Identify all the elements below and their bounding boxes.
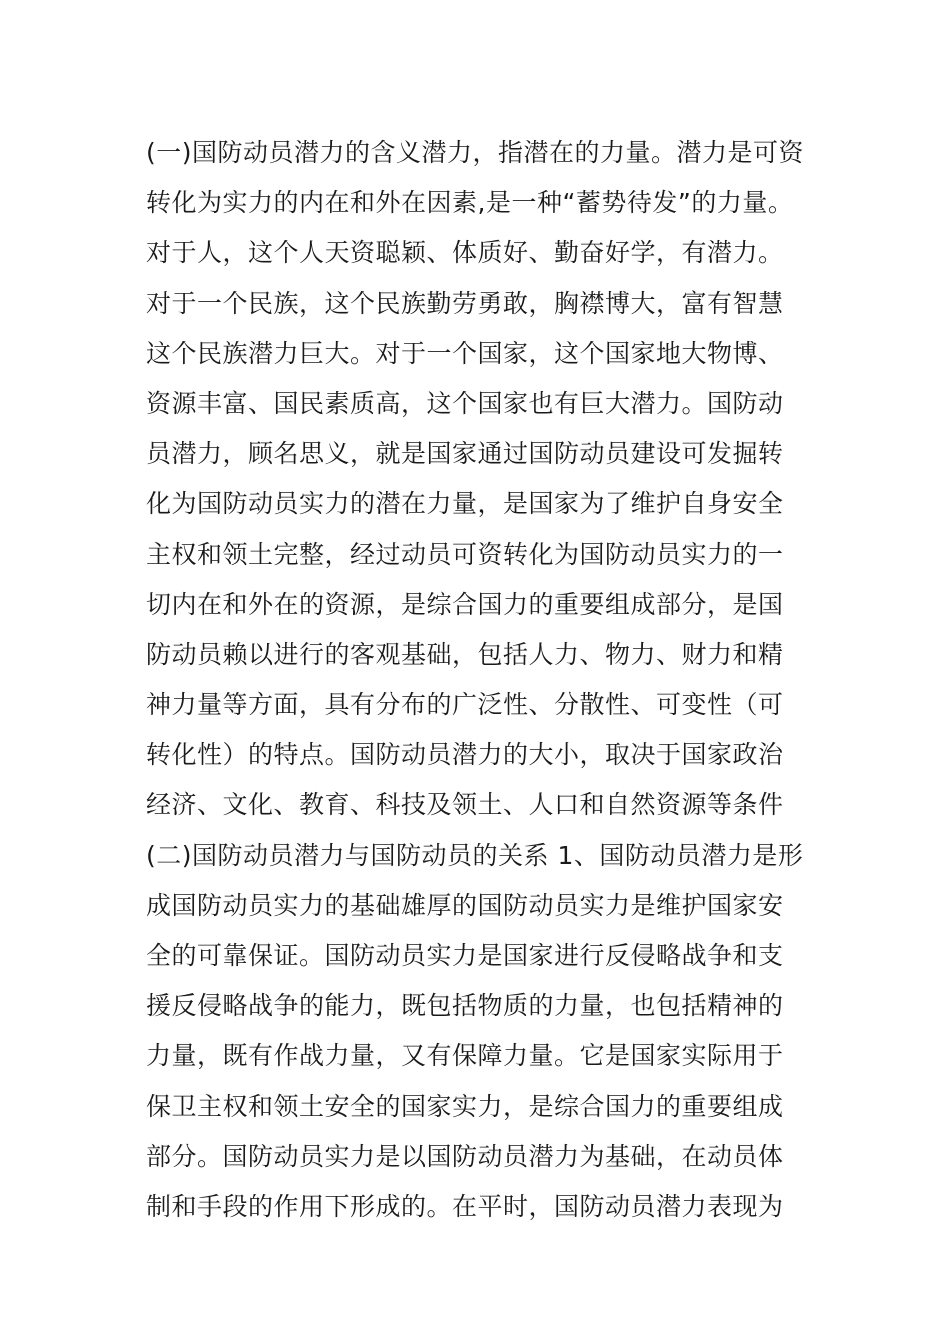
text-line: 切内在和外在的资源，是综合国力的重要组成部分，是国 (146, 589, 784, 619)
text-line: 保卫主权和领土安全的国家实力，是综合国力的重要组成 (146, 1091, 784, 1121)
text-line: 全的可靠保证。国防动员实力是国家进行反侵略战争和支 (146, 941, 784, 970)
text-line: 成国防动员实力的基础雄厚的国防动员实力是维护国家安 (146, 890, 784, 920)
body-text (146, 128, 846, 1232)
text-line: 对于一个民族，这个民族勤劳勇敢，胸襟博大，富有智慧 (146, 288, 784, 318)
text-line: 经济、文化、教育、科技及领土、人口和自然资源等条件 (146, 790, 784, 820)
text-line: 转化性）的特点。国防动员潜力的大小，取决于国家政治 (146, 740, 784, 770)
text-line: 部分。国防动员实力是以国防动员潜力为基础，在动员体 (146, 1141, 784, 1171)
text-line: 防动员赖以进行的客观基础，包括人力、物力、财力和精 (146, 639, 784, 669)
text-line: 转化为实力的内在和外在因素,是一种“蓄势待发”的力量。 (146, 188, 794, 218)
text-line: 这个民族潜力巨大。对于一个国家，这个国家地大物博、 (146, 338, 784, 368)
text-line: 资源丰富、国民素质高，这个国家也有巨大潜力。国防动 (146, 388, 784, 418)
text-line: 对于人，这个人天资聪颖、体质好、勤奋好学，有潜力。 (146, 238, 784, 268)
text-line: 主权和领土完整，经过动员可资转化为国防动员实力的一 (146, 539, 784, 569)
text-line: 员潜力，顾名思义，就是国家通过国防动员建设可发掘转 (146, 439, 784, 469)
text-line: (一)国防动员潜力的含义潜力，指潜在的力量。潜力是可资 (146, 138, 805, 167)
text-line: 力量，既有作战力量，又有保障力量。它是国家实际用于 (146, 1041, 784, 1071)
text-line: 援反侵略战争的能力，既包括物质的力量，也包括精神的 (146, 991, 784, 1021)
text-line: 制和手段的作用下形成的。在平时，国防动员潜力表现为 (146, 1191, 784, 1221)
text-line: 化为国防动员实力的潜在力量，是国家为了维护自身安全 (146, 489, 784, 519)
text-line: 神力量等方面，具有分布的广泛性、分散性、可变性（可 (146, 690, 784, 720)
text-line: (二)国防动员潜力与国防动员的关系 1、国防动员潜力是形 (146, 840, 804, 870)
